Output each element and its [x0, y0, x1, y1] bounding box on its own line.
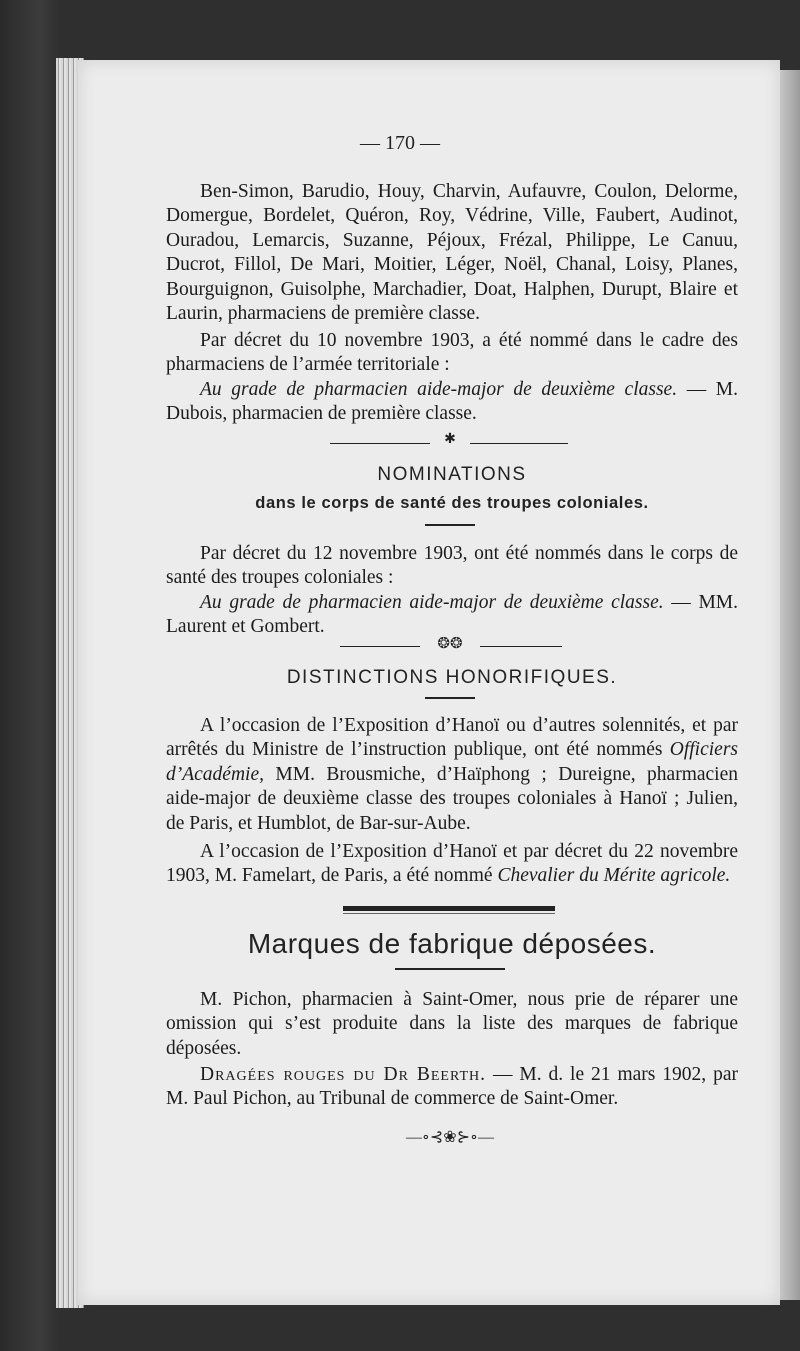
- short-rule: [425, 524, 475, 526]
- short-rule-3: [395, 968, 505, 970]
- paragraph-officiers-academie: [166, 714, 738, 836]
- dragees-smallcaps: Dragées rouges du Dr Beerth.: [200, 1064, 487, 1085]
- paragraph-pichon: M. Pichon, pharmacien à Saint-Omer, nous prie de réparer une omission qui s’est produite dans la liste des marques de fabrique déposées.: [166, 989, 738, 1059]
- heading-nominations: NOMINATIONS: [377, 464, 527, 485]
- heading-distinctions: DISTINCTIONS HONORIFIQUES.: [286, 667, 618, 688]
- fleuron-ornament: ❂❂: [420, 634, 480, 653]
- officiers-italic: Officiers d’Académie,: [166, 739, 738, 785]
- paragraph-merite-agricole: [166, 840, 738, 889]
- paragraph-dubois: [166, 378, 738, 427]
- paragraph-decree-coloniales: Par décret du 12 novembre 1903, ont été nommés dans le corps de santé des troupes coloniales :: [166, 543, 738, 589]
- merite-text: A l’occasion de l’Exposition d’Hanoï et par décret du 22 novembre 1903, M. Famelart, de Paris, a été nommé: [166, 841, 738, 887]
- paragraph-dragees: [166, 1063, 738, 1112]
- dubois-text: — M. Dubois, pharmacien de première classe.: [166, 379, 738, 425]
- short-rule-2: [425, 697, 475, 699]
- asterisk-ornament: ✱: [430, 431, 470, 448]
- heading-nominations-sub: dans le corps de santé des troupes coloniales.: [255, 494, 649, 512]
- tail-ornament: —∘⊰❀⊱∘—: [406, 1129, 494, 1146]
- paragraph-decree-territoriale: Par décret du 10 novembre 1903, a été nommé dans le cadre des pharmaciens de l’armée territoriale :: [166, 330, 738, 376]
- thin-rule: [343, 913, 555, 914]
- page-number: — 170 —: [360, 132, 440, 154]
- laurent-text: — MM. Laurent et Gombert.: [166, 592, 738, 638]
- thick-rule: [343, 906, 555, 911]
- grade-italic-2: Au grade de pharmacien aide-major de deuxième classe.: [200, 592, 664, 613]
- officiers-text-b: MM. Brousmiche, d’Haïphong ; Dureigne, pharmacien aide-major de deuxième classe des troupes coloniales à Hanoï ; Julien, de Paris, et Humblot, de Bar-sur-Aube.: [166, 763, 738, 834]
- grade-italic: Au grade de pharmacien aide-major de deuxième classe.: [200, 379, 678, 400]
- dragees-text: — M. d. le 21 mars 1902, par M. Paul Pichon, au Tribunal de commerce de Saint-Omer.: [166, 1064, 738, 1110]
- paragraph-names: Ben-Simon, Barudio, Houy, Charvin, Aufauvre, Coulon, Delorme, Domergue, Bordelet, Quéron, Roy, Védrine, Ville, Faubert, Audinot, Ouradou, Lemarcis, Suzanne, Péjoux, Frézal, Philippe, Le Canuu, Ducrot, Fillol, De Mari, Moitier, Léger, Noël, Chanal, Loisy, Planes, Bourguignon, Guisolphe, Marchadier, Doat, Halphen, Durupt, Blaire et Laurin, pharmaciens de première classe.: [166, 181, 738, 325]
- paragraph-laurent-gombert: [166, 591, 738, 640]
- merite-italic: Chevalier du Mérite agricole.: [497, 865, 731, 887]
- heading-marques: Marques de fabrique déposées.: [247, 928, 657, 959]
- officiers-text-a: A l’occasion de l’Exposition d’Hanoï ou d’autres solennités, et par arrêtés du Ministre de l’instruction publique, ont été nommés: [166, 715, 738, 761]
